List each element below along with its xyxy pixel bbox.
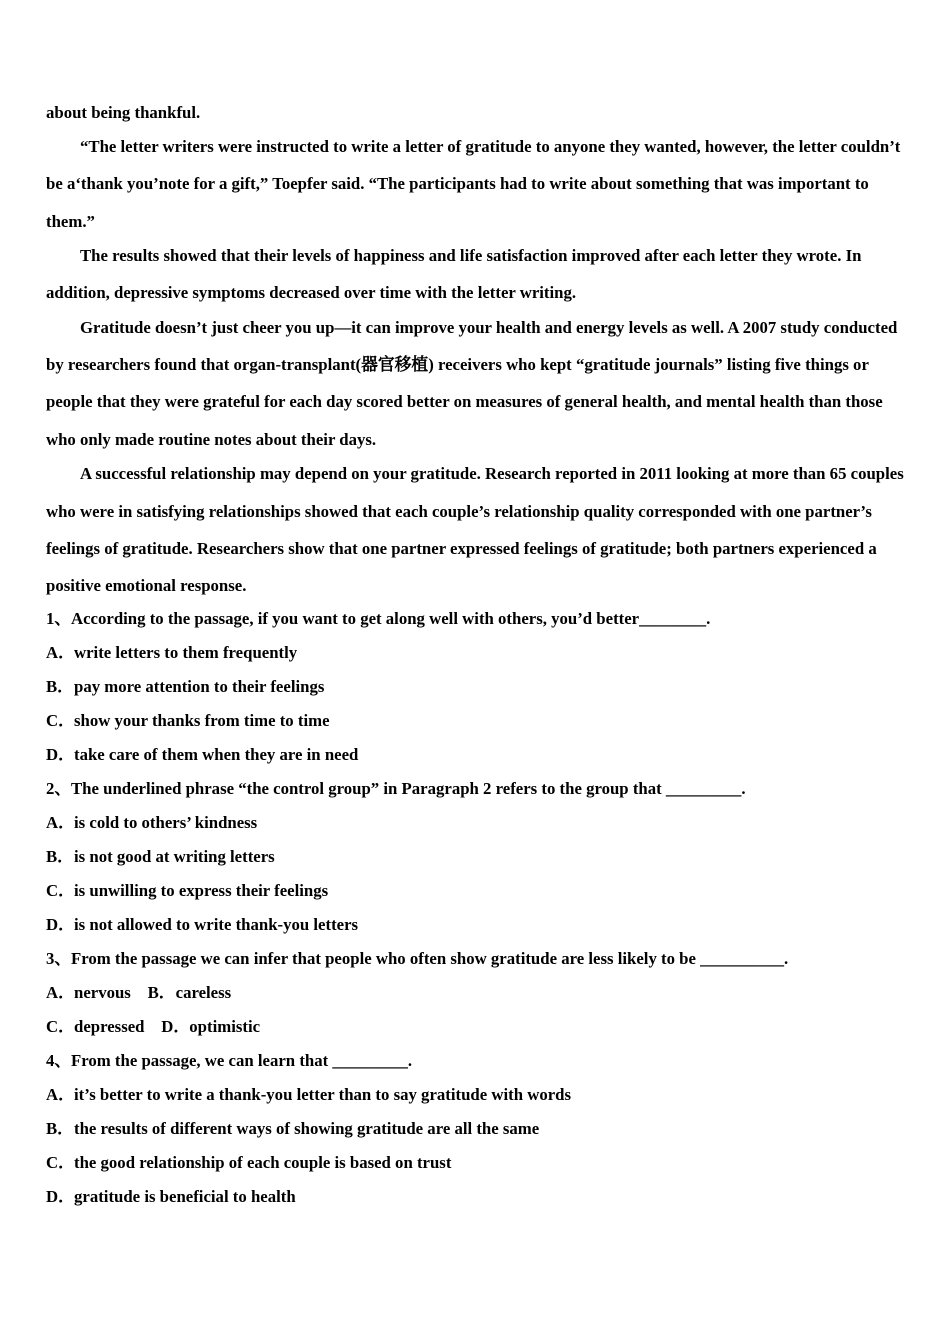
question-number: 1、: [46, 608, 72, 628]
question-3: [46, 942, 926, 1044]
passage-line: addition, depressive symptoms decreased over time with the letter writing.: [46, 283, 577, 303]
option-label: D．: [46, 1186, 75, 1206]
option-d: [46, 1180, 926, 1214]
option-label: A．: [46, 812, 75, 832]
option-text: is cold to others’ kindness: [74, 812, 258, 832]
option-text: write letters to them frequently: [74, 642, 298, 662]
passage-paragraph: [46, 309, 926, 458]
question-stem-line: [46, 772, 926, 806]
option-label: C．: [46, 1016, 75, 1036]
option-label: D．: [161, 1016, 191, 1036]
passage-line: positive emotional response.: [46, 576, 247, 596]
option-row: [46, 1010, 926, 1044]
option-a: [46, 1078, 926, 1112]
question-2: [46, 772, 926, 942]
passage-line: who were in satisfying relationships showed that each couple’s relationship quality corresponded with one partner’s: [46, 501, 872, 521]
question-stem-line: [46, 942, 926, 976]
passage-paragraph: [46, 455, 926, 604]
passage-paragraph: [46, 128, 926, 240]
option-label: B．: [147, 982, 176, 1002]
question-stem: The underlined phrase “the control group” in Paragraph 2 refers to the group that _________.: [71, 778, 746, 798]
reading-passage: [46, 94, 926, 605]
option-text: it’s better to write a thank-you letter than to say gratitude with words: [74, 1084, 572, 1104]
passage-line: by researchers found that organ-transplant(器官移植) receivers who kept “gratitude journals” listing five things or: [46, 355, 869, 375]
option-row: [46, 976, 926, 1010]
question-number: 4、: [46, 1050, 72, 1070]
option-text: take care of them when they are in need: [74, 744, 359, 764]
question-stem-line: [46, 1044, 926, 1078]
option-text: pay more attention to their feelings: [74, 676, 325, 696]
option-d: [161, 1017, 260, 1036]
document-body: [46, 94, 926, 1214]
question-4: [46, 1044, 926, 1214]
option-text: the results of different ways of showing gratitude are all the same: [74, 1118, 540, 1138]
option-c: [46, 874, 926, 908]
option-text: is not allowed to write thank-you letters: [74, 914, 359, 934]
question-stem: According to the passage, if you want to get along well with others, you’d better________.: [71, 608, 711, 628]
question-1: [46, 602, 926, 772]
option-label: C．: [46, 1152, 75, 1172]
option-b: [46, 840, 926, 874]
passage-line: them.”: [46, 211, 95, 231]
option-label: D．: [46, 744, 75, 764]
option-text: depressed: [74, 1016, 145, 1036]
option-label: A．: [46, 982, 75, 1002]
option-text: gratitude is beneficial to health: [74, 1186, 296, 1206]
option-label: B．: [46, 1118, 74, 1138]
option-label: B．: [46, 676, 74, 696]
passage-line: The results showed that their levels of happiness and life satisfaction improved after each letter they wrote. In: [80, 246, 862, 266]
question-stem-line: [46, 602, 926, 636]
option-text: optimistic: [189, 1016, 261, 1036]
option-a: [46, 636, 926, 670]
option-d: [46, 908, 926, 942]
option-text: careless: [175, 982, 232, 1002]
option-b: [46, 1112, 926, 1146]
option-label: D．: [46, 914, 75, 934]
option-a: [46, 983, 131, 1002]
question-stem: From the passage we can infer that people who often show gratitude are less likely to be __________.: [71, 948, 789, 968]
option-b: [148, 983, 232, 1002]
passage-line: A successful relationship may depend on your gratitude. Research reported in 2011 looking at more than 65 couples: [80, 464, 904, 484]
option-d: [46, 738, 926, 772]
option-text: is not good at writing letters: [74, 846, 275, 866]
passage-line: who only made routine notes about their days.: [46, 429, 377, 449]
passage-line: people that they were grateful for each day scored better on measures of general health, and mental health than those: [46, 392, 883, 412]
option-label: B．: [46, 846, 74, 866]
option-text: show your thanks from time to time: [74, 710, 330, 730]
option-text: nervous: [74, 982, 131, 1002]
passage-line: feelings of gratitude. Researchers show that one partner expressed feelings of gratitude; both partners experienced a: [46, 538, 877, 558]
option-c: [46, 704, 926, 738]
option-label: C．: [46, 880, 75, 900]
passage-line: be a‘thank you’note for a gift,” Toepfer said. “The participants had to write about something that was important to: [46, 174, 869, 194]
question-stem: From the passage, we can learn that _________.: [71, 1050, 413, 1070]
option-text: is unwilling to express their feelings: [74, 880, 329, 900]
option-c: [46, 1146, 926, 1180]
option-label: A．: [46, 642, 75, 662]
option-c: [46, 1017, 144, 1036]
passage-line: Gratitude doesn’t just cheer you up—it can improve your health and energy levels as well. A 2007 study conducted: [80, 317, 898, 337]
option-label: C．: [46, 710, 75, 730]
option-a: [46, 806, 926, 840]
passage-line: “The letter writers were instructed to write a letter of gratitude to anyone they wanted, however, the letter couldn’t: [80, 137, 901, 156]
question-list: [46, 602, 926, 1214]
option-b: [46, 670, 926, 704]
option-label: A．: [46, 1084, 75, 1104]
passage-line: about being thankful.: [46, 102, 201, 122]
question-number: 2、: [46, 778, 72, 798]
passage-paragraph-continued: [46, 94, 926, 131]
question-number: 3、: [46, 948, 72, 968]
passage-paragraph: [46, 237, 926, 312]
option-text: the good relationship of each couple is based on trust: [74, 1152, 452, 1172]
